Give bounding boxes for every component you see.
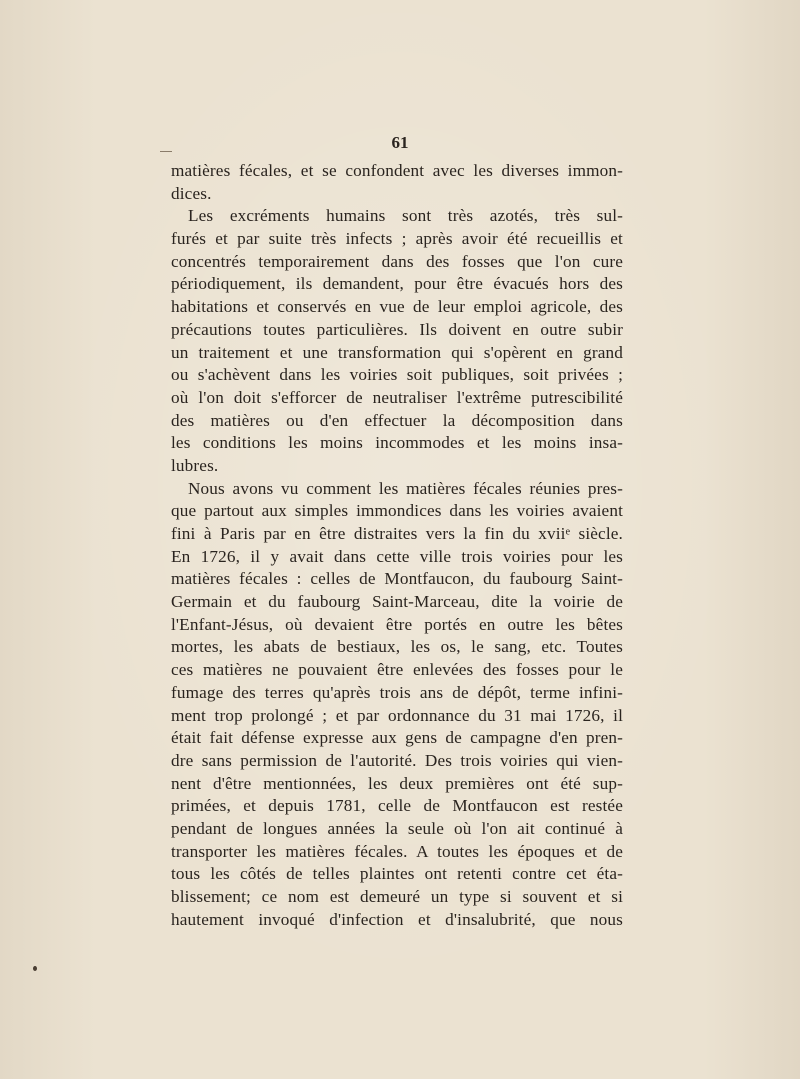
text-line: ment trop prolongé ; et par ordonnance du 31 mai 1726, il <box>171 705 623 725</box>
text-line: transporter les matières fécales. A toutes les époques et de <box>171 841 623 861</box>
text-line: matières fécales : celles de Montfaucon, du faubourg Saint- <box>171 569 623 589</box>
text-line: En 1726, il y avait dans cette ville trois voiries pour les <box>171 546 623 566</box>
text-line: les conditions les moins incommodes et les moins insa- <box>171 433 623 453</box>
text-line: des matières ou d'en effectuer la décomposition dans <box>171 410 623 430</box>
text-line: Germain et du faubourg Saint-Marceau, dite la voirie de <box>171 592 623 612</box>
text-line: primées, et depuis 1781, celle de Montfaucon est restée <box>171 796 623 816</box>
text-line: dices. <box>171 183 212 203</box>
text-line: blissement; ce nom est demeuré un type si souvent et si <box>171 887 623 906</box>
text-line: l'Enfant-Jésus, où devaient être portés en outre les bêtes <box>171 614 623 634</box>
text-line: que partout aux simples immondices dans les voiries avaient <box>171 501 623 521</box>
text-line: fumage des terres qu'après trois ans de dépôt, terme infini- <box>171 682 623 702</box>
text-line: concentrés temporairement dans des fosses que l'on cure <box>171 251 623 271</box>
text-line: Les excréments humains sont très azotés, très sul- <box>188 206 623 226</box>
text-line: mortes, les abats de bestiaux, les os, le sang, etc. Toutes <box>171 637 623 657</box>
text-line: précautions toutes particulières. Ils doivent en outre subir <box>171 319 623 339</box>
text-line: un traitement et une transformation qui s'opèrent en grand <box>171 342 623 362</box>
text-line: hautement invoqué d'infection et d'insalubrité, que nous <box>171 909 623 929</box>
text-line: nent d'être mentionnées, les deux premières ont été sup- <box>171 773 623 793</box>
page-number: 61 <box>391 133 409 152</box>
text-line: Nous avons vu comment les matières fécales réunies pres- <box>188 478 623 498</box>
text-line: ou s'achèvent dans les voiries soit publiques, soit privées ; <box>171 365 623 385</box>
text-line: tous les côtés de telles plaintes ont retenti contre cet éta- <box>171 864 623 884</box>
body-text <box>171 160 623 931</box>
text-line: matières fécales, et se confondent avec les diverses immon- <box>171 161 623 180</box>
text-line: habitations et conservés en vue de leur emploi agricole, des <box>171 297 623 317</box>
text-line: était fait défense expresse aux gens de campagne d'en pren- <box>171 728 623 748</box>
text-line: où l'on doit s'efforcer de neutraliser l'extrême putrescibilité <box>171 387 623 407</box>
text-line: dre sans permission de l'autorité. Des trois voiries qui vien- <box>171 750 623 770</box>
text-line: fini à Paris par en être distraites vers la fin du xviiᵉ siècle. <box>171 524 623 543</box>
paper-speck <box>33 966 37 971</box>
text-line: furés et par suite très infects ; après avoir été recueillis et <box>171 229 623 249</box>
text-line: pendant de longues années la seule où l'on ait continué à <box>171 818 623 838</box>
text-line: ces matières ne pouvaient être enlevées des fosses pour le <box>171 660 623 680</box>
text-line: lubres. <box>171 455 219 475</box>
text-line: périodiquement, ils demandent, pour être évacués hors des <box>171 274 623 294</box>
